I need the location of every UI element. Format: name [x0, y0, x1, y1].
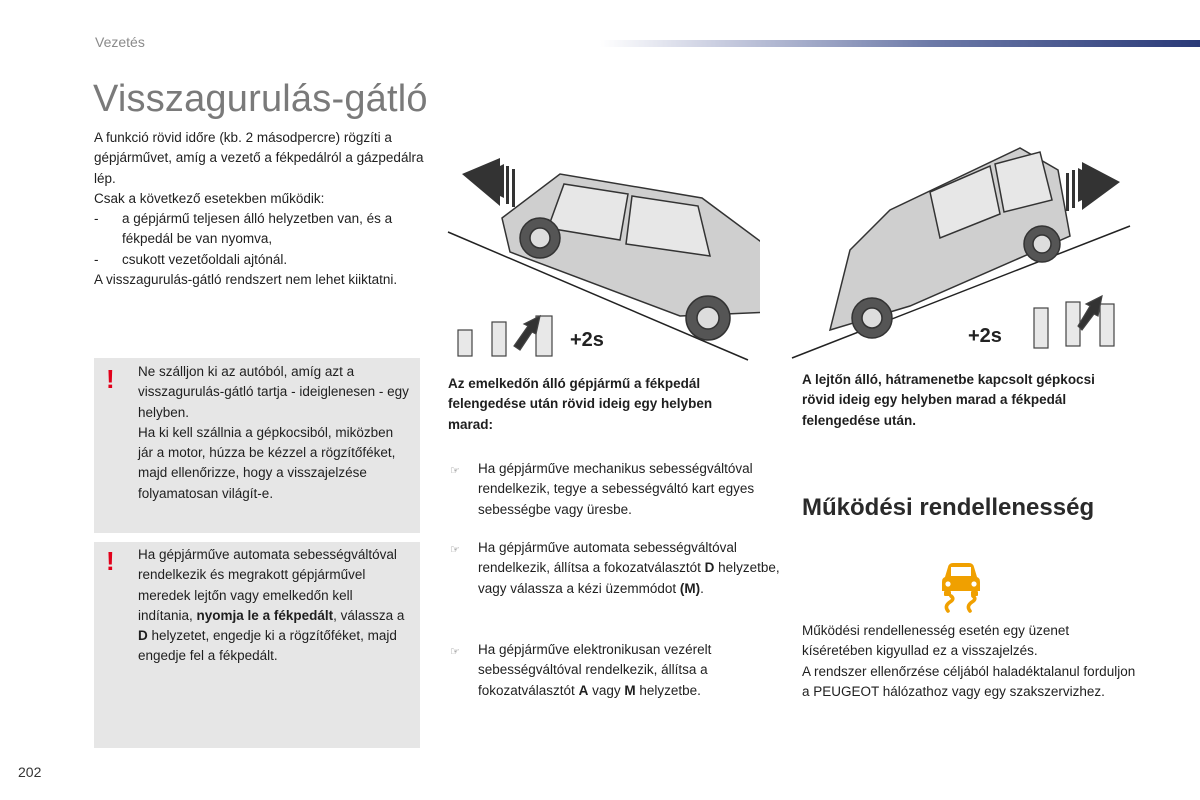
pedals-image [1034, 296, 1114, 348]
condition-text: csukott vezetőoldali ajtónál. [122, 251, 288, 267]
step-item [450, 640, 780, 701]
intro-text [94, 128, 424, 290]
caption-downhill: A lejtőn álló, hátramenetbe kapcsolt gépkocsi rövid ideig egy helyben marad a fékpedál felengedése után. [802, 372, 1095, 428]
svg-text:+2s: +2s [570, 329, 604, 351]
timer-label [570, 329, 604, 351]
downhill-illustration [790, 140, 1140, 362]
warning-text [138, 545, 410, 667]
warning-box [94, 358, 420, 533]
bullet-marker: - [94, 251, 99, 267]
intro-conditions-lead: Csak a következő esetekben működik: [94, 190, 325, 206]
reverse-arrow-icon [1066, 162, 1120, 211]
fault-paragraph: A rendszer ellenőrzése céljából haladéktalanul forduljon a PEUGEOT hálózathoz vagy egy szakszervizhez. [802, 663, 1136, 699]
step-text-bold: M [624, 682, 636, 698]
bullet-marker: - [94, 211, 99, 227]
warning-text-bold: D [138, 628, 148, 644]
caption-uphill: Az emelkedőn álló gépjármű a fékpedál felengedése után rövid ideig egy helyben marad: [448, 376, 713, 432]
step-text-part: Ha gépjárműve automata sebességváltóval rendelkezik, állítsa a fokozatválasztót [478, 540, 737, 576]
step-text-part: vagy [588, 682, 625, 698]
pointer-icon: ☞ [450, 646, 460, 658]
skid-warning-icon [940, 561, 982, 613]
step-item [450, 459, 780, 520]
uphill-illustration [440, 140, 760, 362]
page-title: Visszagurulás-gátló [93, 78, 428, 120]
warning-paragraph: Ne szálljon ki az autóból, amíg azt a visszagurulás-gátló tartja - ideiglenesen - egy helyben. [138, 364, 409, 420]
step-text-part: helyzetbe, vagy válassza a kézi üzemmódot [478, 560, 780, 596]
warning-paragraph: Ha ki kell szállnia a gépkocsiból, miközben jár a motor, húzza be kézzel a rögzítőféket, majd ellenőrizze, hogy a visszajelzése folyamatosan világít-e. [138, 424, 396, 501]
pointer-icon: ☞ [450, 465, 460, 477]
svg-text:+2s: +2s [968, 325, 1002, 347]
fault-text [802, 621, 1142, 702]
step-text: Ha gépjárműve mechanikus sebességváltóval rendelkezik, tegye a sebességváltó kart egyes sebességbe vagy üresbe. [478, 461, 755, 517]
step-text [478, 538, 780, 599]
header-rule [600, 40, 1200, 47]
page-number: 202 [18, 764, 42, 780]
step-text-part: . [700, 580, 704, 596]
step-text-bold: A [578, 682, 589, 698]
timer-label [968, 325, 1002, 347]
warning-text-part: , válassza a [333, 607, 405, 623]
intro-paragraph: A funkció rövid időre (kb. 2 másodpercre) rögzíti a gépjárművet, amíg a vezető a fékpedálról a gázpedálra lép. [94, 130, 424, 186]
step-text-part: helyzetbe. [635, 682, 701, 698]
forward-arrow-icon [462, 158, 515, 207]
condition-item [94, 209, 424, 250]
step-text [478, 640, 780, 701]
section-label: Vezetés [95, 34, 145, 50]
fault-heading: Működési rendellenesség [802, 494, 1095, 521]
condition-text: a gépjármű teljesen álló helyzetben van, és a fékpedál be van nyomva, [122, 211, 393, 247]
pointer-icon: ☞ [450, 544, 460, 556]
condition-item [94, 250, 424, 270]
step-text-bold: (M) [679, 580, 701, 596]
warning-mark-icon: ! [106, 546, 115, 576]
pedals-image [458, 316, 552, 356]
warning-mark-icon: ! [106, 364, 115, 394]
warning-text [138, 362, 410, 504]
warning-text-part: helyzetet, engedje ki a rögzítőféket, majd engedje fel a fékpedált. [138, 628, 397, 664]
intro-note: A visszagurulás-gátló rendszert nem lehet kiiktatni. [94, 272, 398, 288]
fault-paragraph: Működési rendellenesség esetén egy üzenet kíséretében kigyullad ez a visszajelzés. [802, 623, 1070, 659]
step-text-part: Ha gépjárműve elektronikusan vezérelt sebességváltóval rendelkezik, állítsa a fokozatválasztót [478, 642, 712, 698]
warning-box [94, 542, 420, 748]
warning-text-part: Ha gépjárműve automata sebességváltóval rendelkezik és megrakott gépjárművel meredek lejtőn vagy emelkedőn kell indítania, [138, 547, 397, 623]
warning-text-bold: nyomja le a fékpedált [196, 607, 334, 623]
step-item [450, 538, 780, 599]
step-text-bold: D [704, 560, 715, 576]
